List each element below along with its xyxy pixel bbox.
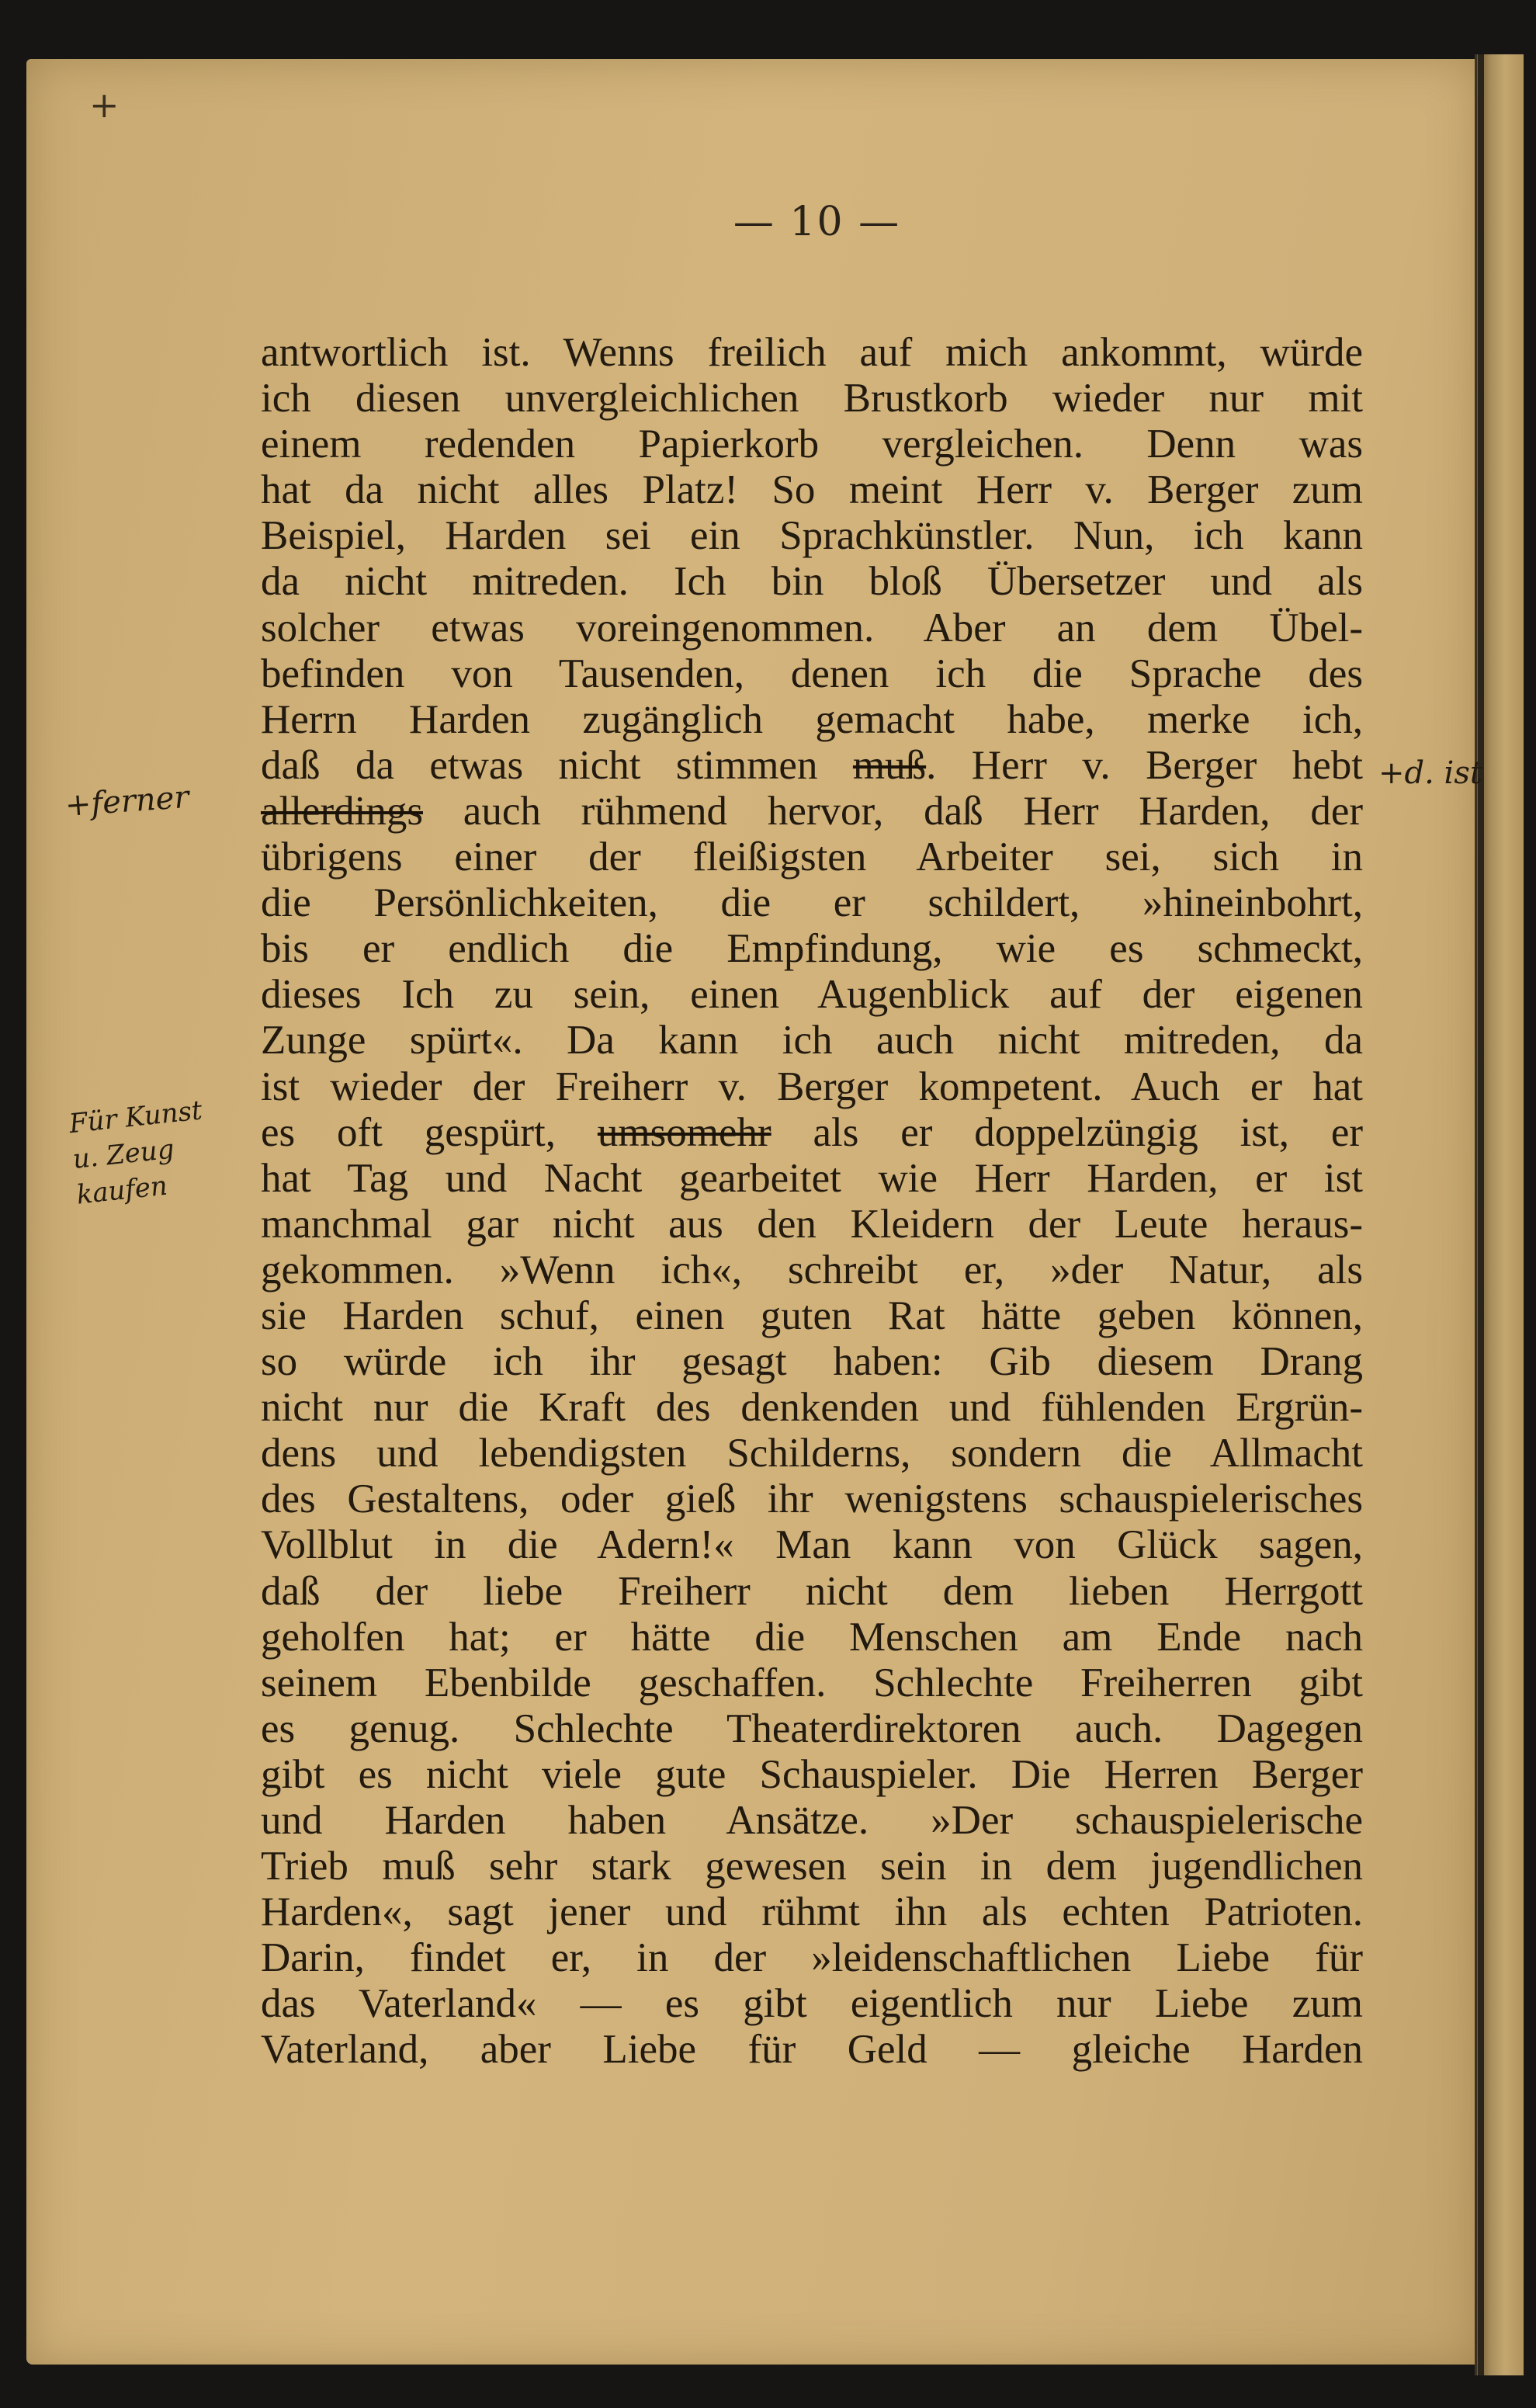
text-line: und Harden haben Ansätze. »Der schauspielerische	[261, 1798, 1363, 1843]
page-gutter-shadow	[1478, 54, 1484, 2375]
text-line: ist wieder der Freiherr v. Berger kompetent. Auch er hat	[261, 1063, 1363, 1109]
line-segment: auch rühmend hervor, daß Herr Harden, der	[423, 788, 1363, 834]
body-text-block	[261, 330, 1363, 2073]
text-line: hat da nicht alles Platz! So meint Herr v. Berger zum	[261, 467, 1363, 513]
text-line: ich diesen unvergleichlichen Brustkorb wieder nur mit	[261, 376, 1363, 422]
text-line: Darin, findet er, in der »leidenschaftlichen Liebe für	[261, 1935, 1363, 1981]
text-line: das Vaterland« — es gibt eigentlich nur Liebe zum	[261, 1981, 1363, 2027]
struck-word: umsomehr	[597, 1109, 771, 1155]
text-line: manchmal gar nicht aus den Kleidern der Leute heraus-	[261, 1201, 1363, 1247]
text-line: so würde ich ihr gesagt haben: Gib diesem Drang	[261, 1339, 1363, 1385]
text-line: die Persönlichkeiten, die er schildert, »hineinbohrt,	[261, 880, 1363, 926]
text-line: übrigens einer der fleißigsten Arbeiter sei, sich in	[261, 834, 1363, 880]
corner-pen-mark: +	[89, 84, 120, 126]
text-line: gibt es nicht viele gute Schauspieler. Die Herren Berger	[261, 1751, 1363, 1797]
text-line: sie Harden schuf, einen guten Rat hätte geben können,	[261, 1292, 1363, 1338]
text-line: Zunge spürt«. Da kann ich auch nicht mitreden, da	[261, 1018, 1363, 1063]
line-segment: . Herr v. Berger hebt	[926, 742, 1363, 788]
text-line: Vaterland, aber Liebe für Geld — gleiche Harden	[261, 2027, 1363, 2073]
text-line: antwortlich ist. Wenns freilich auf mich ankommt, würde	[261, 330, 1363, 375]
line-segment: als er doppelzüngig ist, er	[771, 1109, 1363, 1155]
text-line: dieses Ich zu sein, einen Augenblick auf der eigenen	[261, 972, 1363, 1018]
text-line-with-deletion	[261, 743, 1363, 789]
text-line: es genug. Schlechte Theaterdirektoren auch. Dagegen	[261, 1705, 1363, 1751]
text-line: Vollblut in die Adern!« Man kann von Glück sagen,	[261, 1522, 1363, 1568]
struck-word: muß	[852, 742, 927, 788]
text-line: solcher etwas voreingenommen. Aber an dem Übel-	[261, 605, 1363, 651]
text-line: daß der liebe Freiherr nicht dem lieben Herrgott	[261, 1568, 1363, 1614]
text-line: Herrn Harden zugänglich gemacht habe, merke ich,	[261, 696, 1363, 742]
text-line: Trieb muß sehr stark gewesen sein in dem jugendlichen	[261, 1844, 1363, 1889]
struck-word: allerdings	[261, 788, 423, 834]
text-line: nicht nur die Kraft des denkenden und fühlenden Ergrün-	[261, 1385, 1363, 1431]
line-segment: es oft gespürt,	[261, 1109, 598, 1155]
text-line-with-deletion	[261, 1110, 1363, 1156]
margin-note-line: Für Kunst	[68, 1095, 204, 1140]
text-line: Beispiel, Harden sei ein Sprachkünstler. Nun, ich kann	[261, 513, 1363, 559]
text-line: befinden von Tausenden, denen ich die Sprache des	[261, 651, 1363, 696]
margin-note-line: u. Zeug	[71, 1133, 176, 1175]
margin-note-line: kaufen	[75, 1170, 169, 1211]
line-segment: daß da etwas nicht stimmen	[261, 742, 853, 788]
text-line: bis er endlich die Empfindung, wie es schmeckt,	[261, 926, 1363, 972]
text-line: hat Tag und Nacht gearbeitet wie Herr Harden, er ist	[261, 1155, 1363, 1201]
text-line: einem redenden Papierkorb vergleichen. Denn was	[261, 422, 1363, 467]
text-line: des Gestaltens, oder gieß ihr wenigstens schauspielerisches	[261, 1476, 1363, 1522]
page-number: — 10 —	[733, 199, 901, 245]
text-line-with-deletion	[261, 789, 1363, 834]
margin-note-left-1: +ferner	[64, 779, 190, 824]
text-line: geholfen hat; er hätte die Menschen am Ende nach	[261, 1614, 1363, 1660]
text-line: Harden«, sagt jener und rühmt ihn als echten Patrioten.	[261, 1889, 1363, 1935]
margin-note-left-2	[68, 1092, 212, 1213]
margin-note-right-1: +d. ist	[1378, 755, 1482, 791]
text-line: dens und lebendigsten Schilderns, sondern die Allmacht	[261, 1431, 1363, 1476]
text-line: da nicht mitreden. Ich bin bloß Übersetzer und als	[261, 559, 1363, 605]
text-line: gekommen. »Wenn ich«, schreibt er, »der Natur, als	[261, 1247, 1363, 1292]
text-line: seinem Ebenbilde geschaffen. Schlechte Freiherren gibt	[261, 1660, 1363, 1705]
